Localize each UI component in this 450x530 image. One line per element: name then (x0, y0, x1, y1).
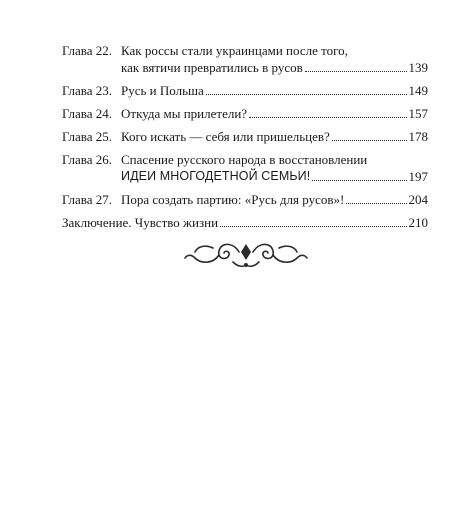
page-number: 157 (408, 106, 428, 121)
page-number: 149 (408, 83, 428, 98)
toc-entry-chapter-23 (62, 82, 428, 99)
title-last-line (121, 168, 428, 185)
dot-leader (305, 71, 407, 72)
toc-entry-chapter-26 (62, 151, 428, 185)
title-line: Как россы стали украинцами после того, (121, 43, 348, 58)
entry-title (121, 128, 428, 145)
title-last-line (121, 105, 428, 122)
toc-entry-chapter-24 (62, 105, 428, 122)
toc-entry-chapter-22 (62, 42, 428, 76)
entry-title (121, 191, 428, 208)
toc-entry-chapter-25 (62, 128, 428, 145)
entry-title (121, 105, 428, 122)
entry-title (121, 151, 428, 185)
title-last-line (121, 191, 428, 208)
dot-leader (346, 203, 406, 204)
chapter-label: Глава 22. (62, 43, 113, 58)
entry-title (121, 42, 428, 76)
dot-leader (249, 117, 406, 118)
title-text: Пора создать партию: «Русь для русов»! (121, 192, 345, 207)
dot-leader (206, 94, 407, 95)
chapter-label: Глава 26. (62, 152, 113, 167)
page-number: 197 (408, 169, 428, 184)
title-last-line (121, 59, 428, 76)
entry-title (62, 214, 428, 231)
toc-entry-chapter-27 (62, 191, 428, 208)
chapter-label: Глава 27. (62, 192, 113, 207)
title-last-line (121, 128, 428, 145)
page-number: 178 (408, 129, 428, 144)
chapter-label: Глава 25. (62, 129, 113, 144)
title-last-line (62, 214, 428, 231)
dot-leader (332, 140, 407, 141)
title-text: ИДЕИ МНОГОДЕТНОЙ СЕМЬИ! (121, 169, 311, 183)
title-text: Заключение. Чувство жизни (62, 215, 219, 230)
decorative-scroll-flourish-icon (183, 238, 309, 272)
page-number: 139 (408, 60, 428, 75)
page-number: 210 (408, 215, 428, 230)
entry-title (121, 82, 428, 99)
dot-leader (220, 226, 406, 227)
title-text: Русь и Польша (121, 83, 204, 98)
page-number: 204 (408, 192, 428, 207)
title-text: Кого искать — себя или пришельцев? (121, 129, 330, 144)
title-line: Спасение русского народа в восстановлении (121, 152, 368, 167)
dot-leader (312, 180, 406, 181)
title-text: Откуда мы прилетели? (121, 106, 248, 121)
table-of-contents (62, 42, 428, 237)
toc-entry-conclusion (62, 214, 428, 231)
title-last-line (121, 82, 428, 99)
chapter-label: Глава 24. (62, 106, 113, 121)
title-text: как вятичи превратились в русов (121, 60, 303, 75)
chapter-label: Глава 23. (62, 83, 113, 98)
